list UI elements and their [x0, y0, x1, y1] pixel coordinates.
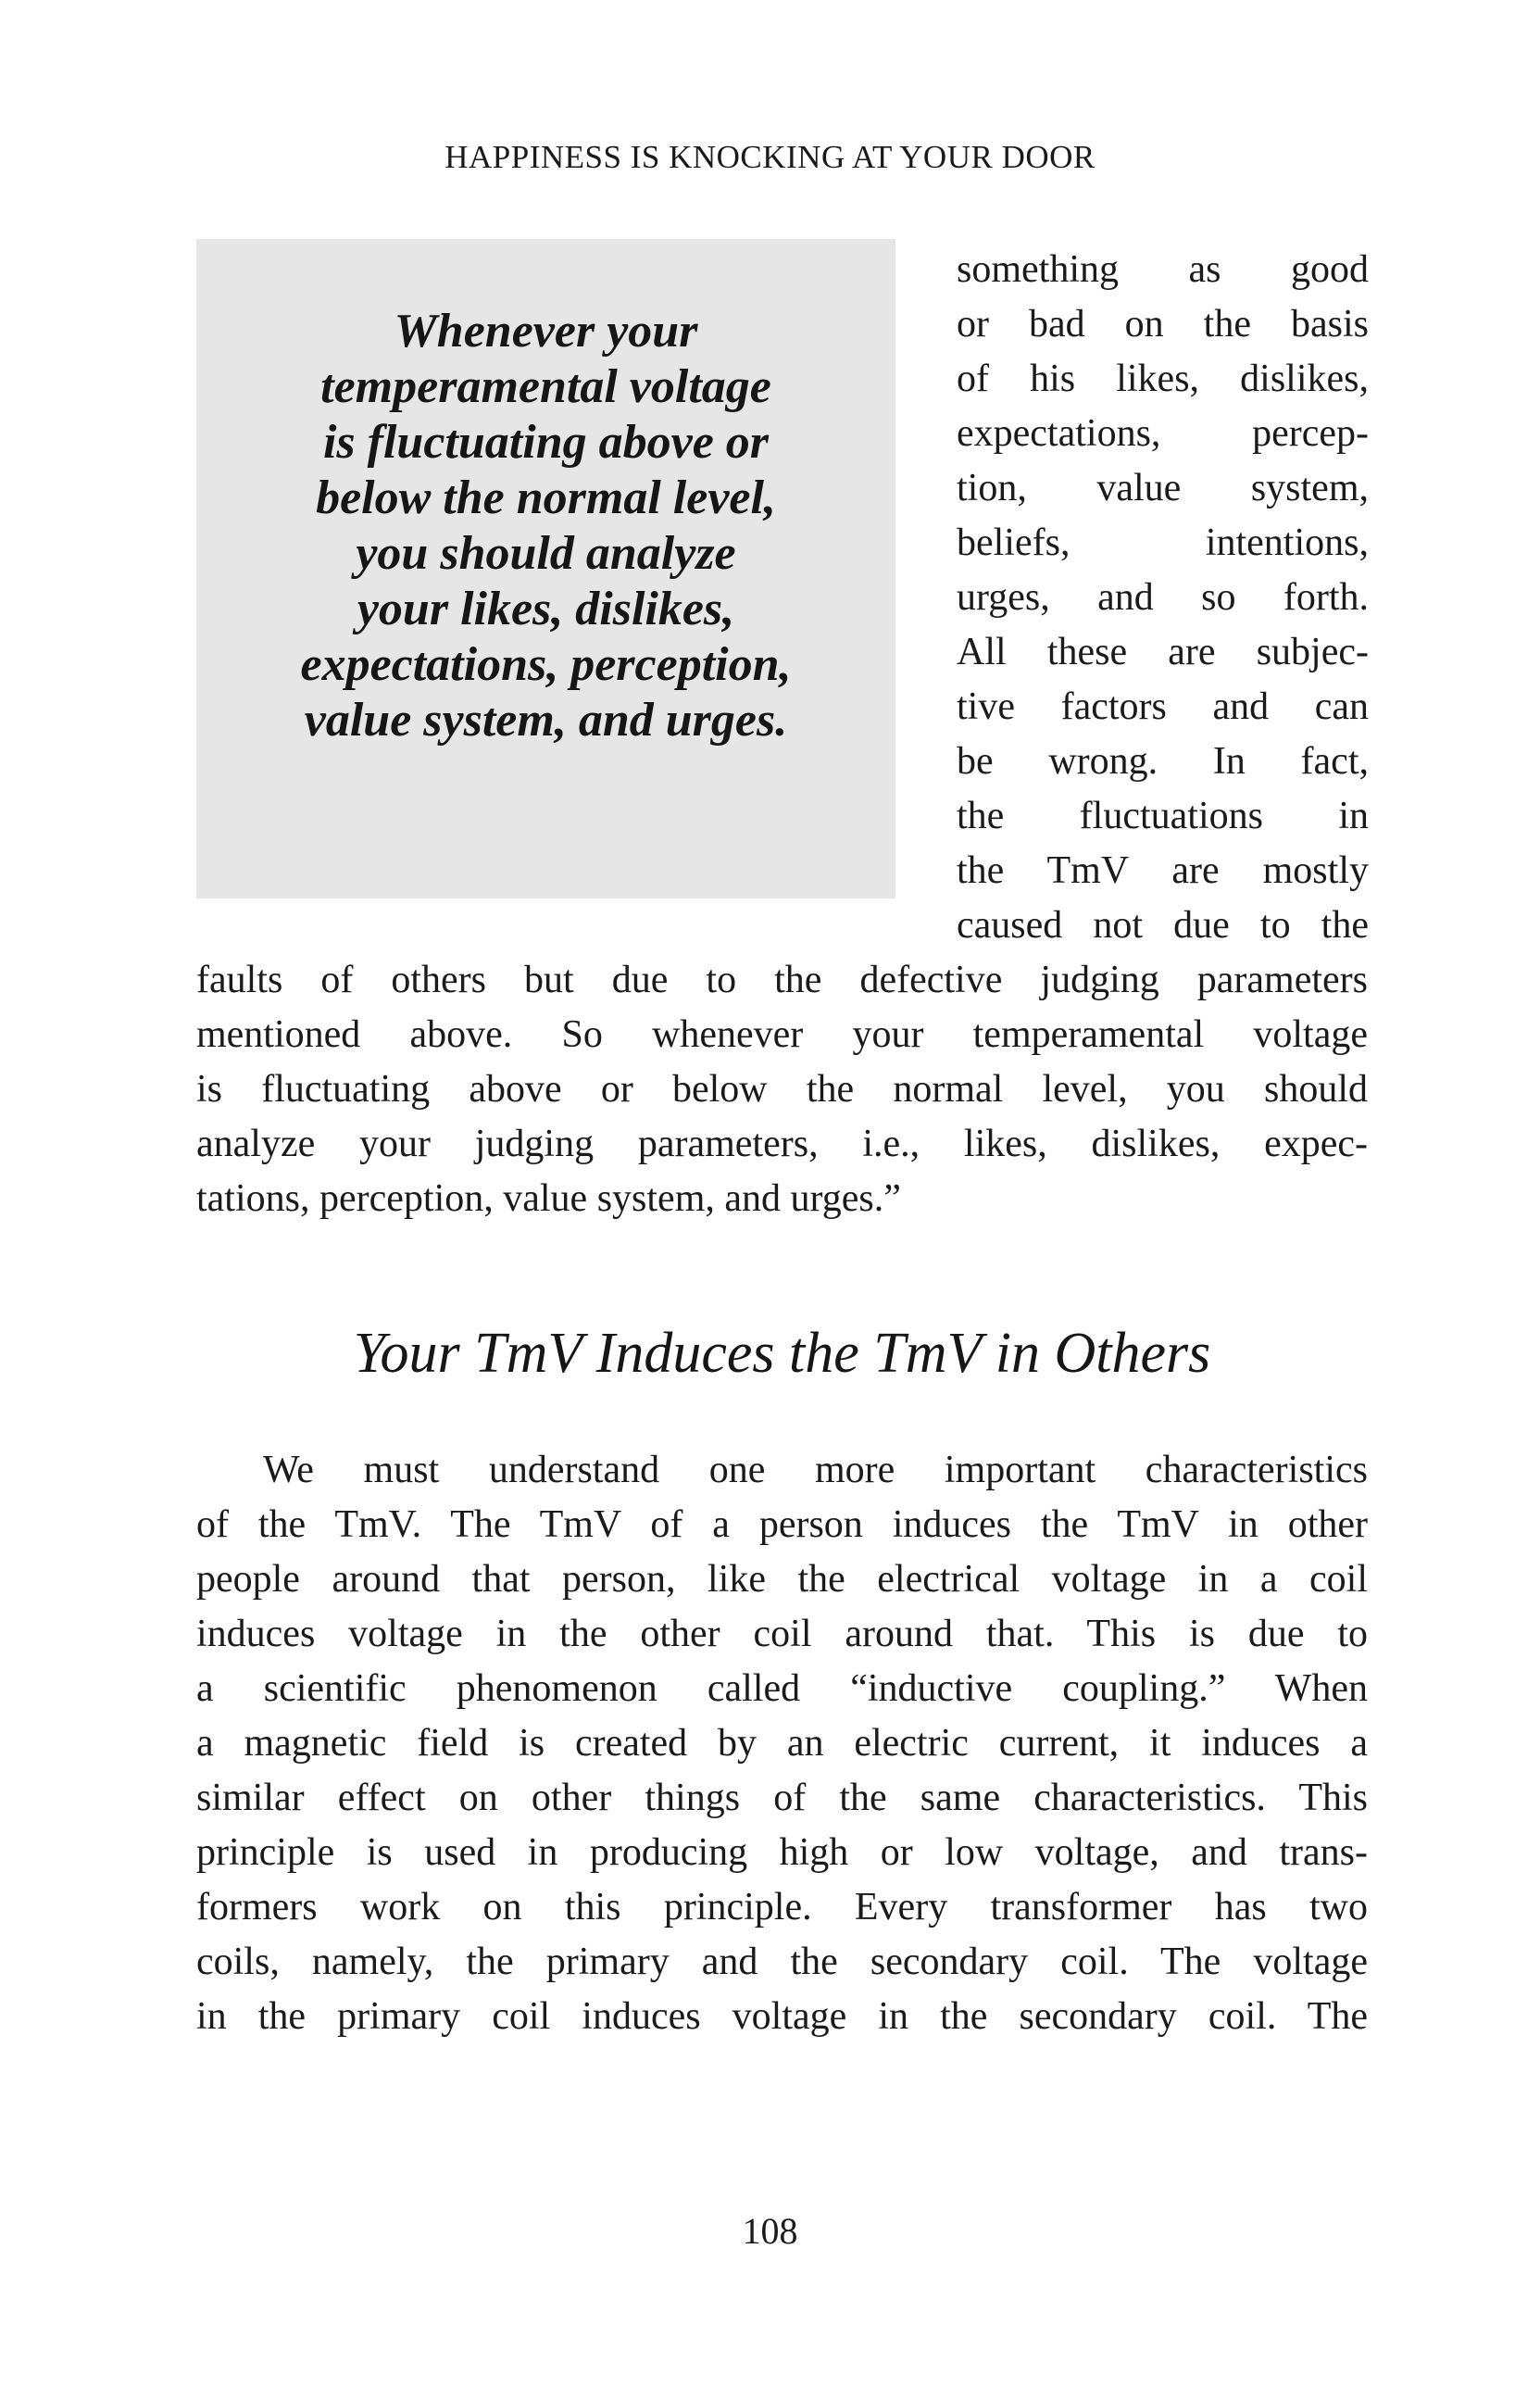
text-line: tion, value system, [957, 467, 1369, 509]
text-line: principle is used in producing high or low voltage, and trans- [196, 1831, 1368, 1874]
text-line: mentioned above. So whenever your temperamental voltage [196, 1013, 1368, 1056]
text-line: a magnetic field is created by an electric current, it induces a [196, 1722, 1368, 1765]
section-paragraph [196, 1443, 1368, 2044]
continuation-paragraph [196, 953, 1368, 1226]
text-line: faults of others but due to the defective judging parameters [196, 959, 1368, 1001]
text-line: expectations, percep- [957, 412, 1369, 455]
text-line: or bad on the basis [957, 303, 1369, 345]
text-line: formers work on this principle. Every transformer has two [196, 1886, 1368, 1928]
pull-quote-line: temperamental voltage [320, 360, 771, 413]
text-line: induces voltage in the other coil around that. This is due to [196, 1613, 1368, 1655]
side-column-text [957, 243, 1369, 953]
text-line: tations, perception, value system, and urges.” [196, 1177, 901, 1220]
text-line: the fluctuations in [957, 795, 1369, 837]
text-line: analyze your judging parameters, i.e., likes, dislikes, expec- [196, 1123, 1368, 1165]
text-line: a scientific phenomenon called “inductive coupling.” When [196, 1667, 1368, 1710]
text-line: All these are subjec- [957, 631, 1369, 673]
text-line: beliefs, intentions, [957, 521, 1369, 564]
text-line: in the primary coil induces voltage in the secondary coil. The [196, 1995, 1368, 2038]
text-line: is fluctuating above or below the normal level, you should [196, 1068, 1368, 1111]
page-number: 108 [742, 2210, 798, 2252]
text-line: tive factors and can [957, 685, 1369, 728]
pull-quote-line: you should analyze [356, 527, 736, 580]
pull-quote-line: value system, and urges. [304, 694, 788, 747]
text-line: coils, namely, the primary and the secondary coil. The voltage [196, 1941, 1368, 1983]
section-heading: Your TmV Induces the TmV in Others [353, 1322, 1211, 1385]
pull-quote-line: is fluctuating above or [322, 416, 770, 469]
running-head: HAPPINESS IS KNOCKING AT YOUR DOOR [444, 139, 1096, 175]
text-line: the TmV are mostly [957, 849, 1369, 892]
pull-quote-line: below the normal level, [316, 471, 776, 524]
text-line: people around that person, like the electrical voltage in a coil [196, 1558, 1368, 1601]
text-line: be wrong. In fact, [957, 740, 1369, 783]
text-line: of the TmV. The TmV of a person induces the TmV in other [196, 1503, 1368, 1546]
text-line: something as good [957, 248, 1369, 291]
text-line: of his likes, dislikes, [957, 358, 1369, 400]
text-line: We must understand one more important characteristics [263, 1449, 1368, 1491]
pull-quote-line: expectations, perception, [300, 638, 792, 691]
pull-quote-line: Whenever your [394, 305, 698, 358]
text-line: caused not due to the [957, 904, 1369, 947]
text-line: similar effect on other things of the same characteristics. This [196, 1777, 1368, 1819]
text-line: urges, and so forth. [957, 576, 1369, 619]
pull-quote-line: your likes, dislikes, [357, 583, 735, 635]
pull-quote-text [215, 304, 877, 748]
pull-quote-box [196, 239, 895, 898]
